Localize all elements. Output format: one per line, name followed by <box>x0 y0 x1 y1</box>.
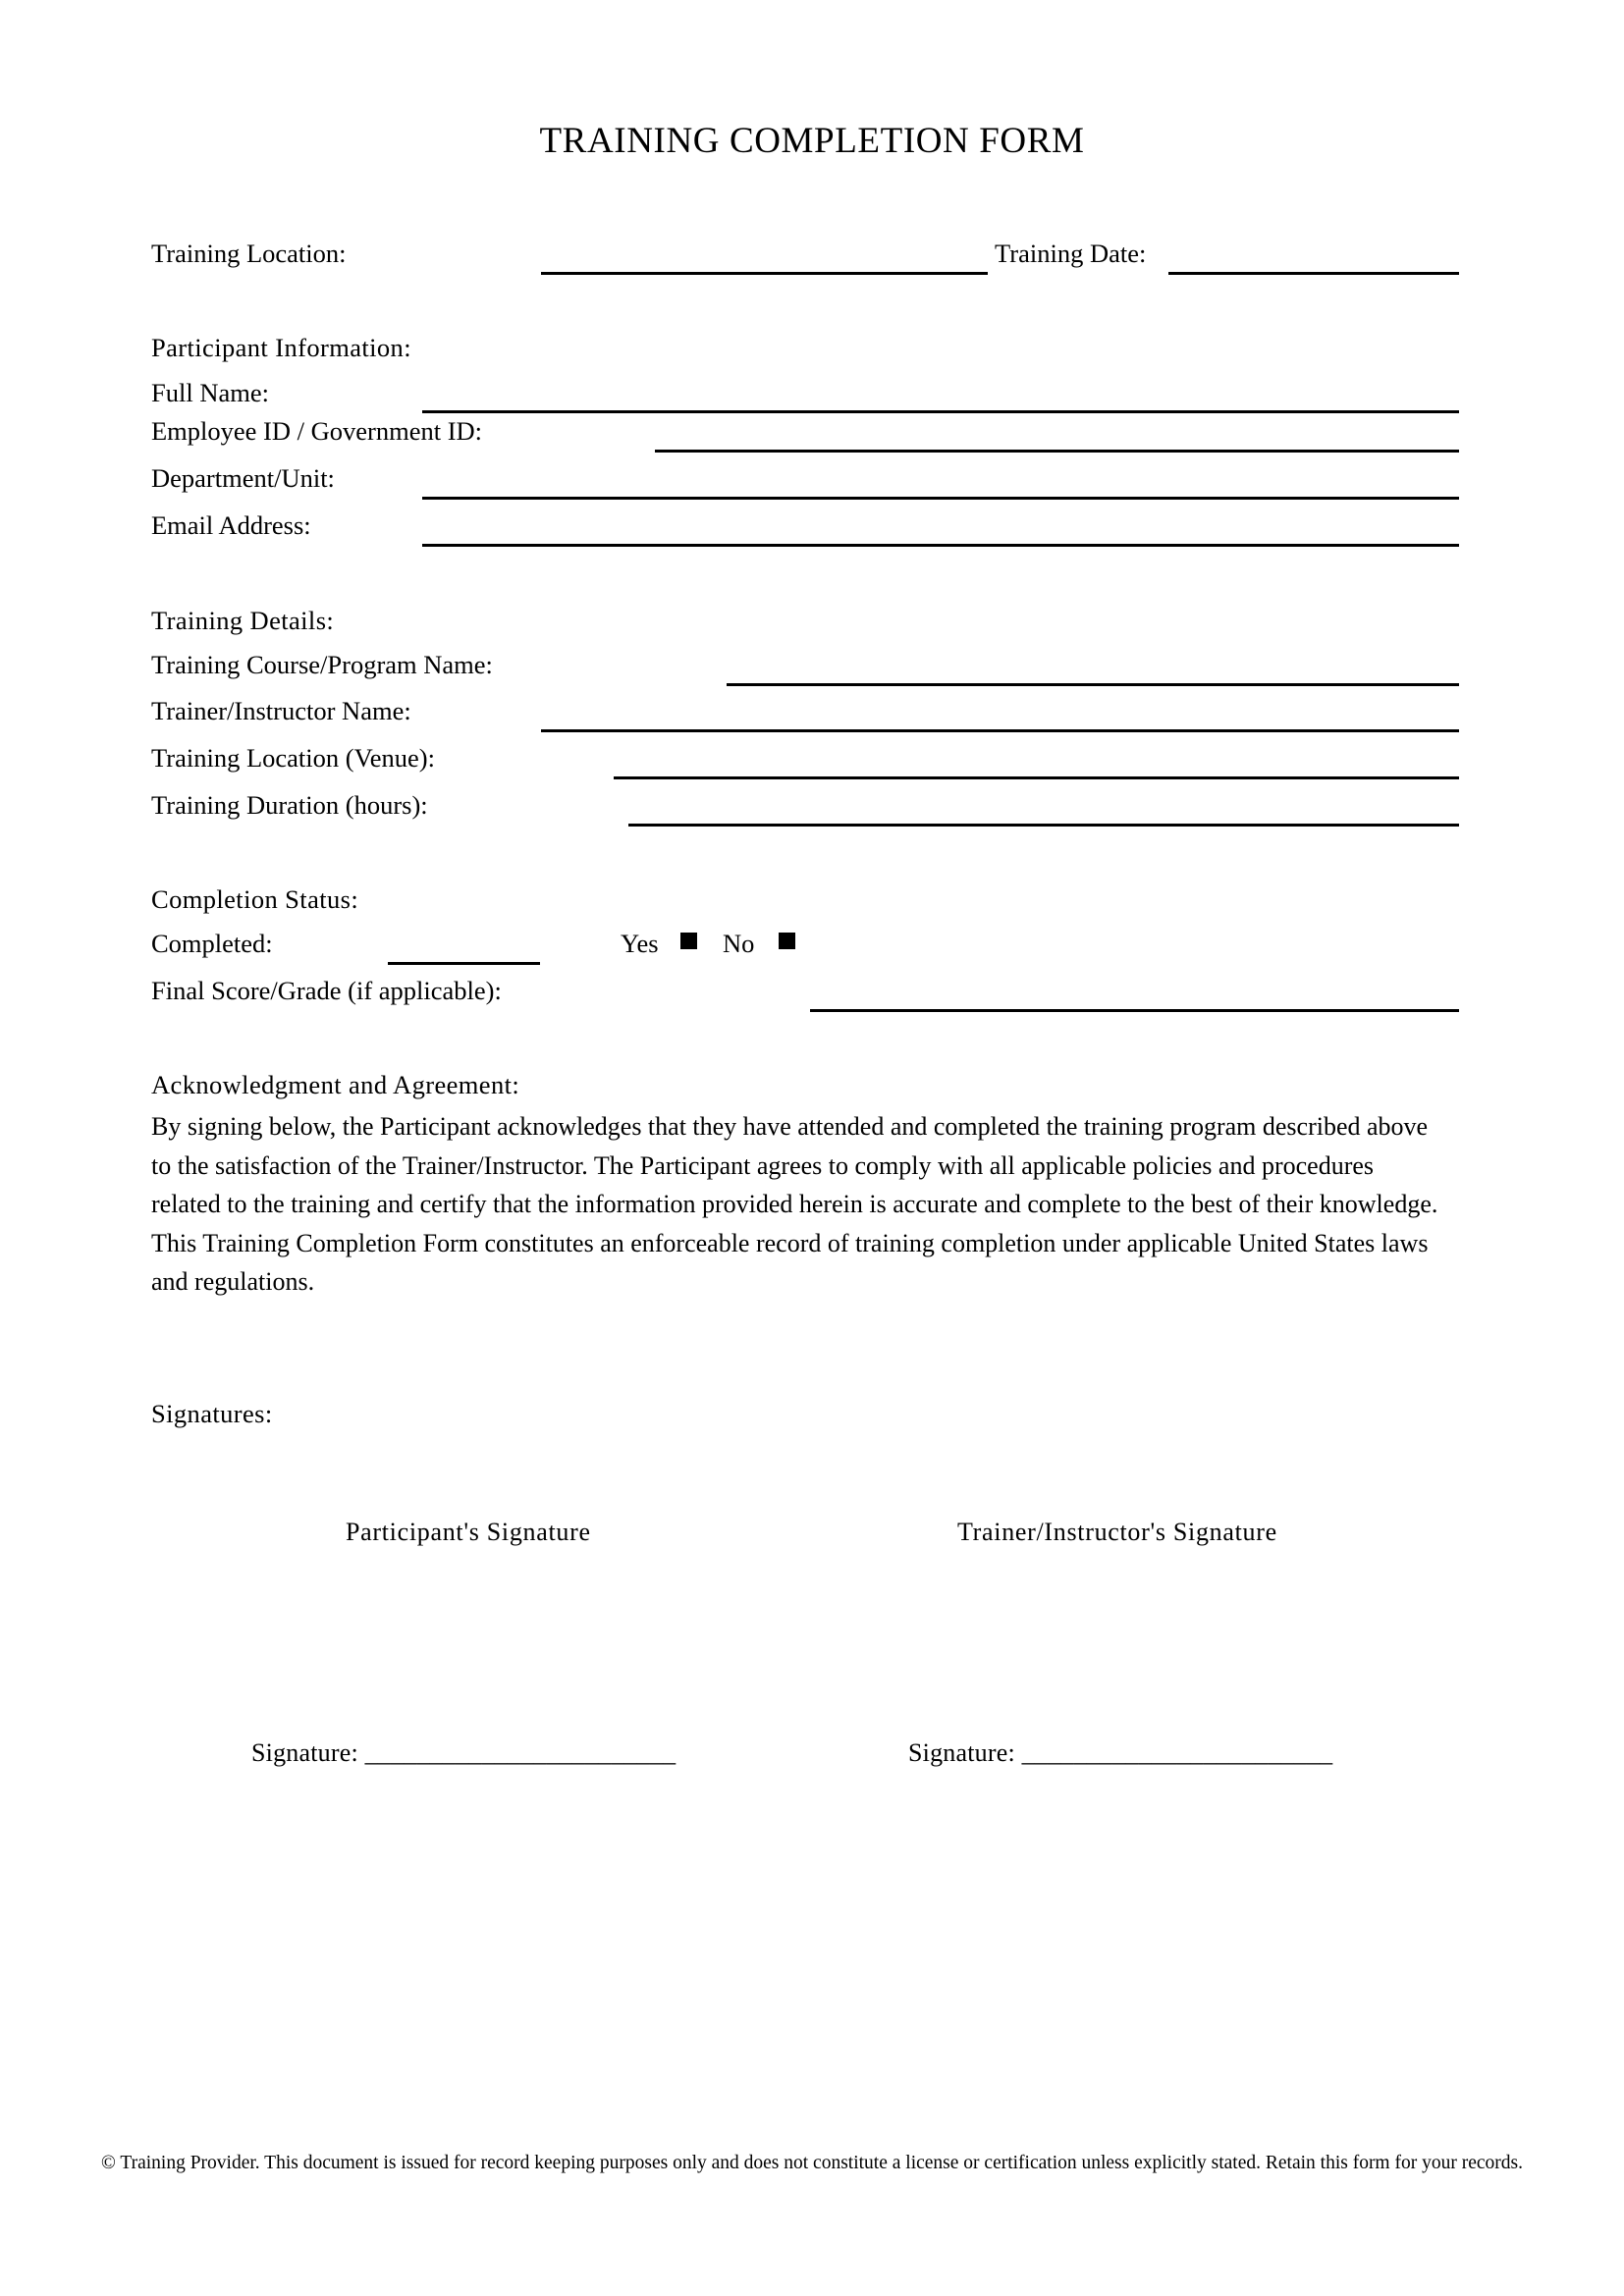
email-address-input-line[interactable] <box>422 544 1459 547</box>
department-unit-input-line[interactable] <box>422 497 1459 500</box>
email-address-label: Email Address: <box>151 510 311 540</box>
completed-input-line[interactable] <box>388 962 540 965</box>
trainer-signature-line[interactable]: Signature: ________________________ <box>908 1738 1333 1767</box>
yes-checkbox[interactable] <box>680 933 697 949</box>
trainer-name-label: Trainer/Instructor Name: <box>151 696 411 725</box>
training-location-label: Training Location: <box>151 239 347 268</box>
page-title: TRAINING COMPLETION FORM <box>539 121 1085 161</box>
participant-signature-line[interactable]: Signature: ________________________ <box>251 1738 677 1767</box>
completion-status-heading: Completion Status: <box>151 884 359 914</box>
footer-disclaimer: © Training Provider. This document is issued for record keeping purposes only and does not constitute a license or certification unless explicitly stated. Retain this form for your records. <box>101 2153 1523 2173</box>
training-duration-input-line[interactable] <box>628 824 1459 827</box>
no-checkbox[interactable] <box>779 933 795 949</box>
acknowledgment-body: By signing below, the Participant acknowledges that they have attended and completed the training program described above to the satisfaction of the Trainer/Instructor. The Participant agrees to comply with all applicable policies and procedures related to the training and certify that the information provided herein is accurate and complete to the best of their knowledge. This Training Completion Form constitutes an enforceable record of training completion under applicable United States laws and regulations. <box>151 1112 1438 1296</box>
training-location-input-line[interactable] <box>541 272 988 275</box>
training-venue-input-line[interactable] <box>614 776 1459 779</box>
employee-id-input-line[interactable] <box>655 450 1459 453</box>
final-score-input-line[interactable] <box>810 1009 1459 1012</box>
training-details-heading: Training Details: <box>151 606 335 635</box>
training-venue-label: Training Location (Venue): <box>151 743 435 773</box>
full-name-label: Full Name: <box>151 378 269 407</box>
acknowledgment-heading: Acknowledgment and Agreement: <box>151 1070 520 1099</box>
yes-label: Yes <box>621 929 659 958</box>
training-date-input-line[interactable] <box>1168 272 1459 275</box>
full-name-input-line[interactable] <box>422 410 1459 413</box>
course-name-label: Training Course/Program Name: <box>151 650 493 679</box>
signatures-heading: Signatures: <box>151 1399 273 1428</box>
training-duration-label: Training Duration (hours): <box>151 790 428 820</box>
course-name-input-line[interactable] <box>727 683 1459 686</box>
training-date-label: Training Date: <box>995 239 1147 268</box>
participant-signature-caption: Participant's Signature <box>346 1518 591 1546</box>
participant-information-heading: Participant Information: <box>151 333 411 362</box>
trainer-signature-caption: Trainer/Instructor's Signature <box>957 1518 1277 1546</box>
no-label: No <box>723 929 755 958</box>
department-unit-label: Department/Unit: <box>151 463 335 493</box>
employee-id-label: Employee ID / Government ID: <box>151 416 483 446</box>
final-score-label: Final Score/Grade (if applicable): <box>151 976 502 1005</box>
completed-label: Completed: <box>151 929 273 958</box>
trainer-name-input-line[interactable] <box>541 729 1459 732</box>
